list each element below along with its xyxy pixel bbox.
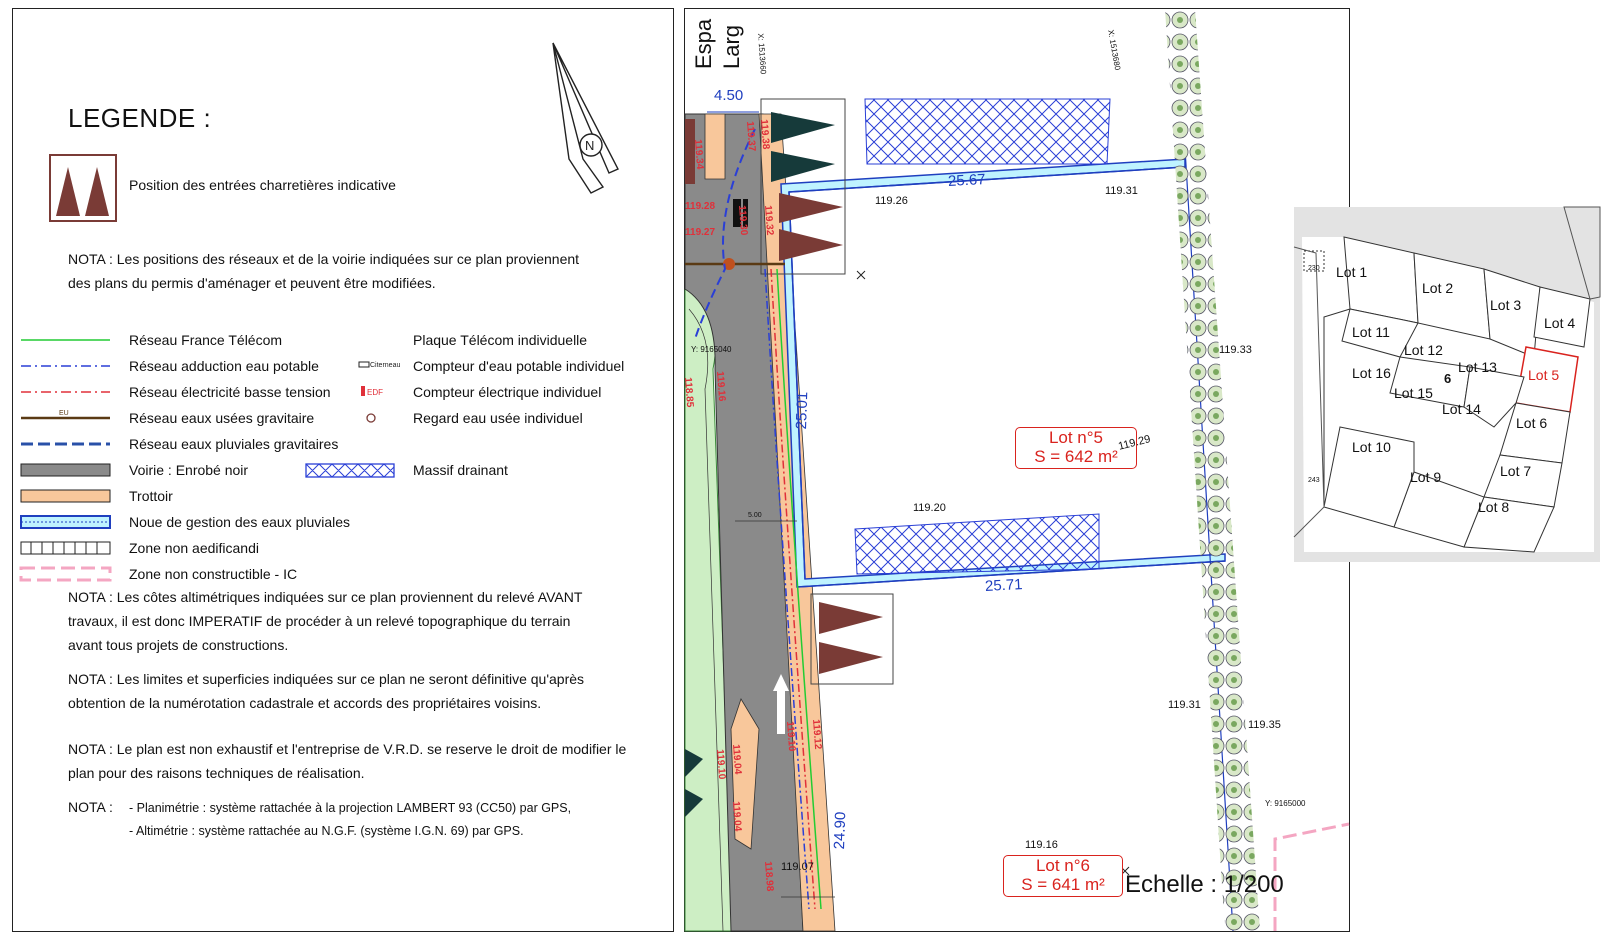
legend-item: Trottoir [129,488,173,504]
inset-lot-label: Lot 11 [1352,324,1390,340]
dim-road: 24.90 [831,811,850,850]
parcel-number: 243 [1308,477,1320,484]
lot5-area: S = 642 m² [1034,447,1118,466]
inset-lot-label: Lot 1 [1336,264,1368,280]
hedge-row [1165,9,1260,931]
drain-massif-icon [306,464,394,477]
legend-item: Réseau France Télécom [129,332,283,348]
inset-lot-label: Lot 15 [1394,385,1433,401]
inset-lot5-label: Lot 5 [1528,367,1560,383]
red-altitude: 119.04 [730,744,744,775]
nota4-line: NOTA : Le plan est non exhaustif et l'entreprise de V.R.D. se reserve le droit de modifier le [68,741,627,757]
entrance-symbol-icon [811,594,893,684]
dim-5: 5.00 [748,512,762,519]
legend-item: Zone non constructible - IC [129,566,298,582]
altitude: 119.26 [875,195,908,207]
red-altitude: 119.28 [685,201,716,212]
inset-lot-label: Lot 9 [1410,469,1442,485]
red-altitude: 119.16 [714,371,728,402]
inset-lot-label: Lot 3 [1490,297,1522,313]
legend-title: LEGENDE : [68,103,212,133]
lot5-label-box [1015,427,1137,469]
non-constructible-swatch-icon [21,568,110,580]
parcel-number: 230 [1308,265,1320,272]
edf-tag: EDF [367,388,383,397]
non-aedificandi-swatch-icon [21,542,110,554]
nota3-line: NOTA : Les limites et superficies indiquées sur ce plan ne seront définitive qu'après [68,671,585,687]
legend-right-item: Regard eau usée individuel [413,410,583,426]
lot6-name: Lot n°6 [1035,856,1091,875]
entrance-symbol-icon [50,155,116,221]
nota2-line: NOTA : Les côtes altimétriques indiquées sur ce plan proviennent du relevé AVANT [68,589,583,605]
altitude: 119.31 [1105,185,1138,197]
drain-massif-icon [855,514,1099,574]
lot6-label-box [1003,855,1123,897]
dim-bottom: 25.71 [984,576,1023,595]
altitude: 119.16 [1025,839,1058,851]
eu-tag: EU [59,410,69,417]
legend-item: Noue de gestion des eaux pluviales [129,514,351,530]
legend-item: Réseau électricité basse tension [129,384,331,400]
coord-label: Y: 9165040 [691,345,732,354]
altitude: 119.07 [781,861,814,873]
coord-label: Y: 9165000 [1265,799,1306,808]
sidewalk-swatch-icon [21,490,110,502]
street-label: Espa [691,18,716,69]
water-meter-icon [359,362,400,369]
legend-item: Réseau eaux usées gravitaire [129,410,315,426]
legend-item: Réseau adduction eau potable [129,358,319,374]
red-altitude: 119.30 [736,205,750,236]
inset-lot-label: Lot 16 [1352,365,1391,381]
inset-lot-label: Lot 13 [1458,359,1497,375]
nota4-line: plan pour des raisons techniques de réalisation. [68,765,365,781]
nota2-line: travaux, il est donc IMPERATIF de procéder à un relevé topographique du terrain [68,613,571,629]
legend-panel [12,8,674,932]
red-altitude: 119.34 [692,139,706,170]
altitude: 119.29 [1117,433,1152,453]
inset-lot-label: Lot 7 [1500,463,1532,479]
inset-lot-label: Lot 12 [1404,342,1443,358]
legend-right-item: Massif drainant [413,462,508,478]
citerneau-tag: Citerneau [370,362,401,369]
red-altitude: 119.27 [685,227,716,238]
nota2-line: avant tous projets de constructions. [68,637,289,653]
nota5-line2: - Altimétrie : système rattachée au N.G.F. (système I.G.N. 69) par GPS. [129,824,524,838]
inset-lot-label: Lot 4 [1544,315,1576,331]
red-altitude: 119.32 [762,205,776,236]
legend-right-item: Compteur électrique individuel [413,384,602,400]
inset-lot-label: Lot 6 [1516,415,1548,431]
inset-lot-label: Lot 8 [1478,499,1510,515]
swale-swatch-icon [21,516,110,528]
inset-lot-label: Lot 2 [1422,280,1454,296]
electric-meter-icon [361,386,383,397]
north-arrow-icon [553,43,618,193]
north-letter: N [585,138,595,153]
nota5-head: NOTA : [68,799,113,815]
nota1-line1: NOTA : Les positions des réseaux et de la voirie indiquées sur ce plan proviennent [68,251,580,267]
red-altitude: 119.10 [784,721,798,752]
drain-massif-icon [865,99,1110,164]
lot5-name: Lot n°5 [1048,428,1104,447]
nota1-line2: des plans du permis d'aménager et peuvent être modifiées. [68,275,436,291]
coord-label: X: 1513660 [756,33,768,75]
red-altitude: 119.04 [730,801,744,832]
legend-item: Zone non aedificandi [129,540,259,556]
entrance-label: Position des entrées charretières indicative [129,177,396,193]
legend-right-item: Plaque Télécom individuelle [413,332,588,348]
red-altitude: 119.12 [810,719,824,750]
legend-right-item: Compteur d'eau potable individuel [413,358,625,374]
plan-panel [684,8,1350,932]
inset-marker: 6 [1444,371,1452,386]
street-label: Larg [719,24,744,69]
legend-item: Voirie : Enrobé noir [129,462,249,478]
plan-drawing [685,9,1349,931]
legend-item: Réseau eaux pluviales gravitaires [129,436,339,452]
red-altitude: 119.38 [758,119,772,150]
road-swatch-icon [21,464,110,476]
altitude: 119.20 [913,502,946,514]
nota3-line: obtention de la numérotation cadastrale et accords des propriétaires voisins. [68,695,542,711]
altitude: 119.35 [1248,719,1281,731]
red-altitude: 119.37 [744,121,758,152]
inset-lot-label: Lot 14 [1442,401,1481,417]
altitude: 119.33 [1219,344,1252,356]
manhole-icon [367,414,375,422]
dim-width: 4.50 [714,87,744,104]
dim-top: 25.67 [947,171,986,190]
lot6-area: S = 641 m² [1021,875,1105,894]
legend-graphics [13,9,673,931]
inset-lot-label: Lot 10 [1352,439,1391,455]
coord-label: X: 1513680 [1106,29,1123,71]
location-inset [1294,207,1600,562]
red-altitude: 118.98 [762,861,776,892]
dim-left: 25.01 [793,391,812,430]
scale-label: Echelle : 1/200 [1125,871,1284,898]
red-altitude: 118.85 [682,377,696,408]
sewer-line-icon [21,410,110,418]
red-altitude: 119.10 [714,749,728,780]
nota5-line1: - Planimétrie : système rattachée à la projection LAMBERT 93 (CC50) par GPS, [129,801,572,815]
altitude: 119.31 [1168,699,1201,711]
